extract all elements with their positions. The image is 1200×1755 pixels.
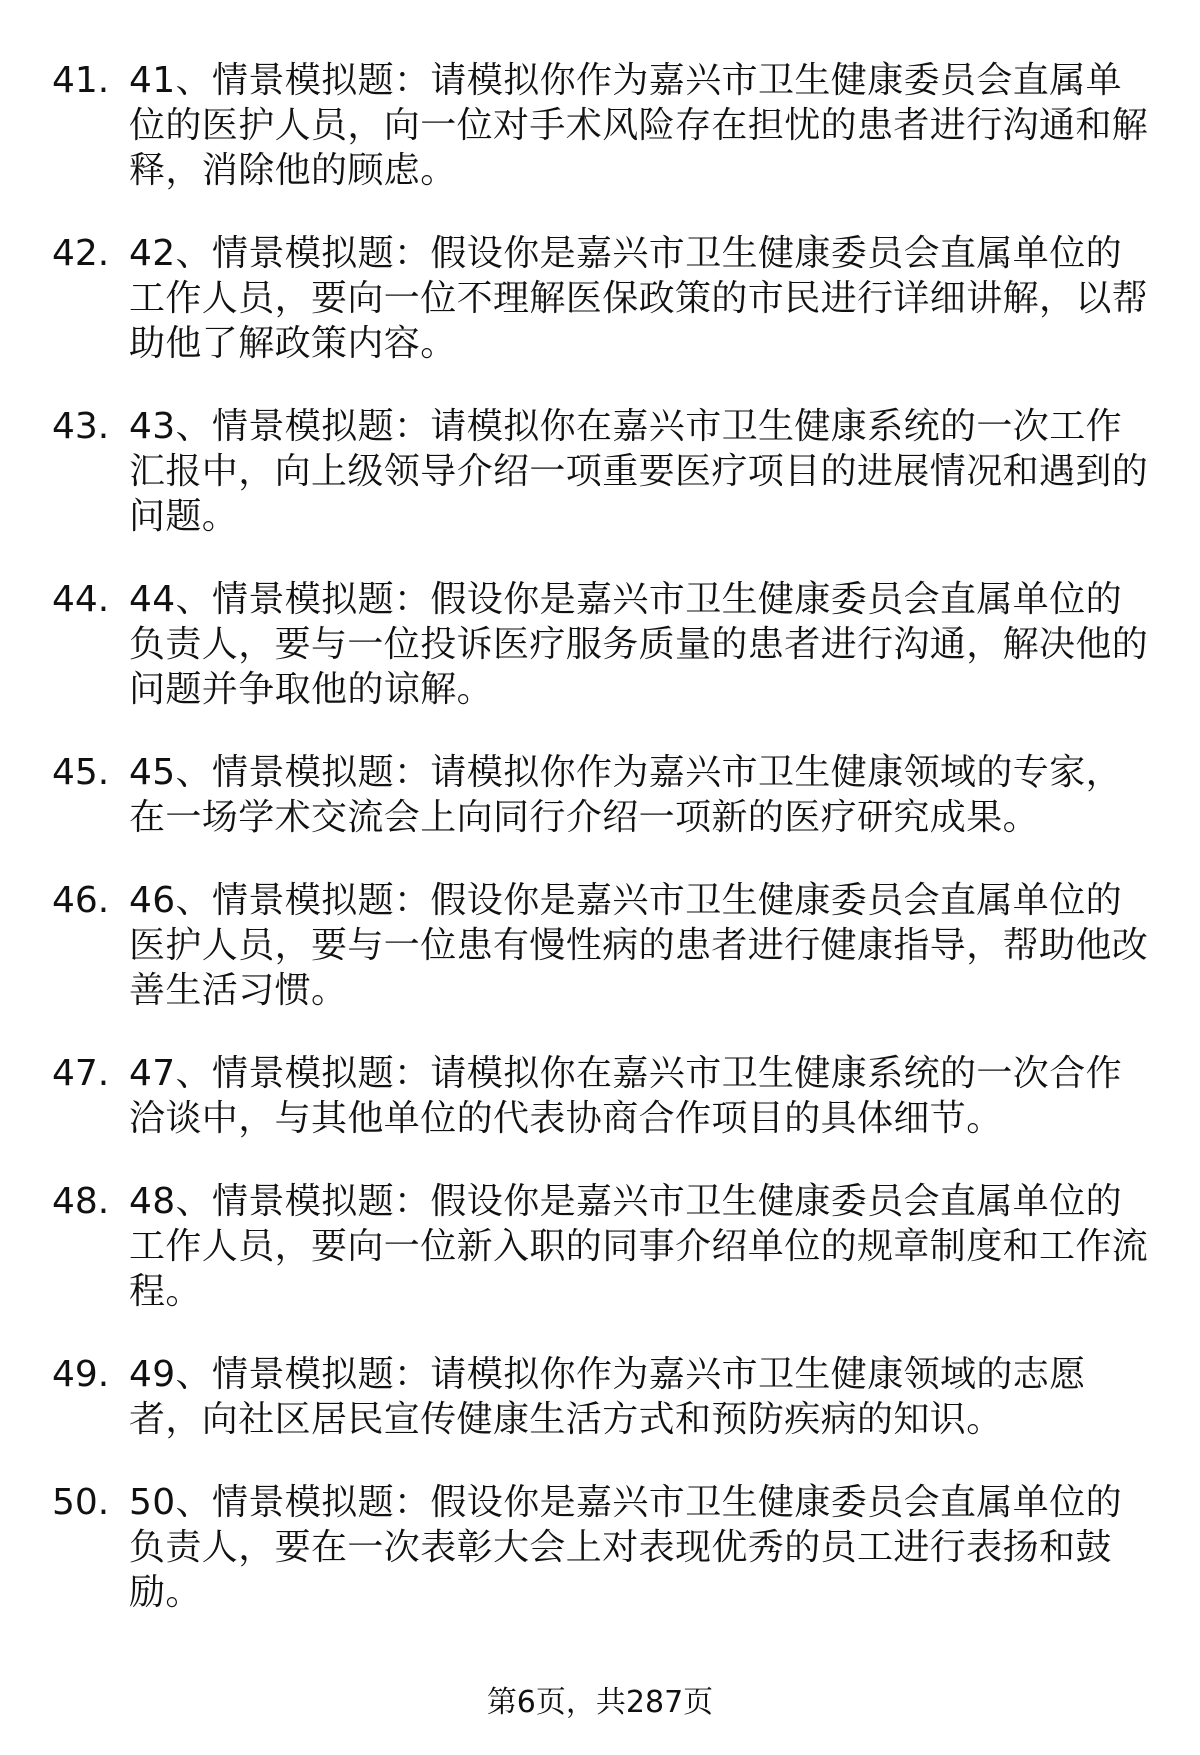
question-text: 42、情景模拟题：假设你是嘉兴市卫生健康委员会直属单位的工作人员，要向一位不理解医保政策的市民进行详细讲解，以帮助他了解政策内容。 xyxy=(129,233,1149,364)
list-item xyxy=(0,750,1200,840)
list-item xyxy=(0,231,1200,366)
list-number: 50. xyxy=(52,1482,110,1523)
list-item xyxy=(0,577,1200,712)
list-item xyxy=(0,58,1200,193)
list-item xyxy=(0,878,1200,1013)
list-number: 42. xyxy=(52,233,110,274)
list-number: 46. xyxy=(52,880,110,921)
list-item xyxy=(0,1179,1200,1314)
question-text: 48、情景模拟题：假设你是嘉兴市卫生健康委员会直属单位的工作人员，要向一位新入职的同事介绍单位的规章制度和工作流程。 xyxy=(129,1181,1149,1312)
question-text: 45、情景模拟题：请模拟你作为嘉兴市卫生健康领域的专家，在一场学术交流会上向同行介绍一项新的医疗研究成果。 xyxy=(129,752,1123,838)
list-number: 45. xyxy=(52,752,110,793)
list-number: 43. xyxy=(52,406,110,447)
question-text: 47、情景模拟题：请模拟你在嘉兴市卫生健康系统的一次合作洽谈中，与其他单位的代表协商合作项目的具体细节。 xyxy=(129,1053,1123,1139)
question-text: 46、情景模拟题：假设你是嘉兴市卫生健康委员会直属单位的医护人员，要与一位患有慢性病的患者进行健康指导，帮助他改善生活习惯。 xyxy=(129,880,1149,1011)
question-list xyxy=(0,58,1200,1653)
question-text: 50、情景模拟题：假设你是嘉兴市卫生健康委员会直属单位的负责人，要在一次表彰大会上对表现优秀的员工进行表扬和鼓励。 xyxy=(129,1482,1123,1613)
list-number: 47. xyxy=(52,1053,110,1094)
question-text: 44、情景模拟题：假设你是嘉兴市卫生健康委员会直属单位的负责人，要与一位投诉医疗服务质量的患者进行沟通，解决他的问题并争取他的谅解。 xyxy=(129,579,1149,710)
question-text: 49、情景模拟题：请模拟你作为嘉兴市卫生健康领域的志愿者，向社区居民宣传健康生活方式和预防疾病的知识。 xyxy=(129,1354,1086,1440)
list-number: 49. xyxy=(52,1354,110,1395)
question-text: 43、情景模拟题：请模拟你在嘉兴市卫生健康系统的一次工作汇报中，向上级领导介绍一项重要医疗项目的进展情况和遇到的问题。 xyxy=(129,406,1149,537)
list-item xyxy=(0,404,1200,539)
list-number: 44. xyxy=(52,579,110,620)
question-text: 41、情景模拟题：请模拟你作为嘉兴市卫生健康委员会直属单位的医护人员，向一位对手术风险存在担忧的患者进行沟通和解释，消除他的顾虑。 xyxy=(129,60,1149,191)
list-item xyxy=(0,1480,1200,1615)
list-number: 41. xyxy=(52,60,110,101)
list-item xyxy=(0,1051,1200,1141)
list-item xyxy=(0,1352,1200,1442)
list-number: 48. xyxy=(52,1181,110,1222)
page-footer: 第6页，共287页 xyxy=(486,1685,714,1720)
